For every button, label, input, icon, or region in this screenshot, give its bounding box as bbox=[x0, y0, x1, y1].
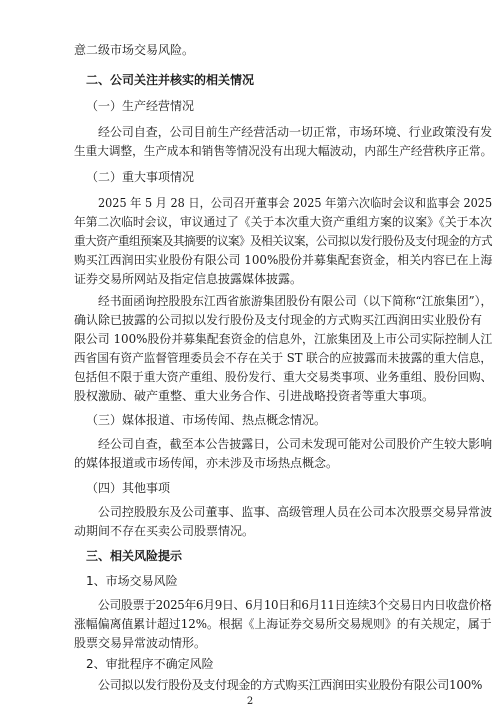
text-line: 包括但不限于重大资产重组、股份发行、重大交易类事项、业务重组、股份回购、 bbox=[74, 370, 493, 384]
text-line: 经公司自查，截至本公告披露日，公司未发现可能对公司股价产生较大影响 bbox=[98, 437, 493, 451]
text-line: 生重大调整，生产成本和销售等情况没有出现大幅波动，内部生产经营秩序正常。 bbox=[74, 144, 493, 158]
text-line: 动期间不存在买卖公司股票情况。 bbox=[74, 524, 255, 538]
subsection-heading: （二）重大事项情况 bbox=[86, 170, 195, 184]
text-line: 年第二次临时会议，审议通过了《关于本次重大资产重组方案的议案》《关于本次 bbox=[74, 215, 492, 229]
subsection-heading: （三）媒体报道、市场传闻、热点概念情况。 bbox=[86, 413, 327, 427]
text-line: 西省国有资产监督管理委员会不存在关于 ST 联合的应披露而未披露的重大信息， bbox=[74, 351, 493, 365]
text-line: 购买江西润田实业股份有限公司 100%股份并募集配套资金，相关内容已在上海 bbox=[74, 253, 493, 267]
text-line: 重大资产重组预案及其摘要的议案》及相关议案，公司拟以发行股份及支付现金的方式 bbox=[74, 234, 493, 248]
text-line: 2025 年 5 月 28 日，公司召开董事会 2025 年第六次临时会议和监事会 2025 bbox=[98, 196, 493, 210]
section-heading: 三、相关风险提示 bbox=[86, 549, 183, 563]
text-line: 涨幅偏离值累计超过12%。根据《上海证券交易所交易规则》的有关规定，属于 bbox=[74, 617, 492, 631]
subsection-heading: （一）生产经营情况 bbox=[86, 99, 195, 113]
text-line: 经书面函询控股股东江西省旅游集团股份有限公司（以下简称“江旅集团”）， bbox=[98, 294, 493, 308]
text-line: 股票交易异常波动情形。 bbox=[74, 636, 207, 650]
text-line: 公司控股股东及公司董事、监事、高级管理人员在公司本次股票交易异常波 bbox=[98, 505, 493, 519]
text-line: 确认除已披露的公司拟以发行股份及支付现金的方式购买江西润田实业股份有 bbox=[74, 313, 483, 327]
subsection-heading: 1、市场交易风险 bbox=[86, 574, 178, 588]
text-line: 限公司 100%股份并募集配套资金的信息外，江旅集团及上市公司实际控制人江 bbox=[74, 332, 493, 346]
text-line: 经公司自查，公司目前生产经营活动一切正常，市场环境、行业政策没有发 bbox=[98, 125, 493, 139]
subsection-heading: （四）其他事项 bbox=[86, 481, 171, 495]
text-line: 意二级市场交易风险。 bbox=[74, 43, 195, 57]
section-heading: 二、公司关注并核实的相关情况 bbox=[86, 73, 255, 87]
subsection-heading: 2、审批程序不确定风险 bbox=[86, 657, 214, 671]
text-line: 的媒体报道或市场传闻，亦未涉及市场热点概念。 bbox=[74, 456, 339, 470]
text-line: 证券交易所网站及指定信息披露媒体披露。 bbox=[74, 272, 303, 286]
page-number: 2 bbox=[246, 696, 254, 707]
text-line: 股权激励、破产重整、重大业务合作、引进战略投资者等重大事项。 bbox=[74, 389, 435, 403]
text-line: 公司股票于2025年6月9日、6月10日和6月11日连续3个交易日内日收盘价格 bbox=[98, 598, 492, 612]
text-line: 公司拟以发行股份及支付现金的方式购买江西润田实业股份有限公司100% bbox=[98, 678, 483, 692]
